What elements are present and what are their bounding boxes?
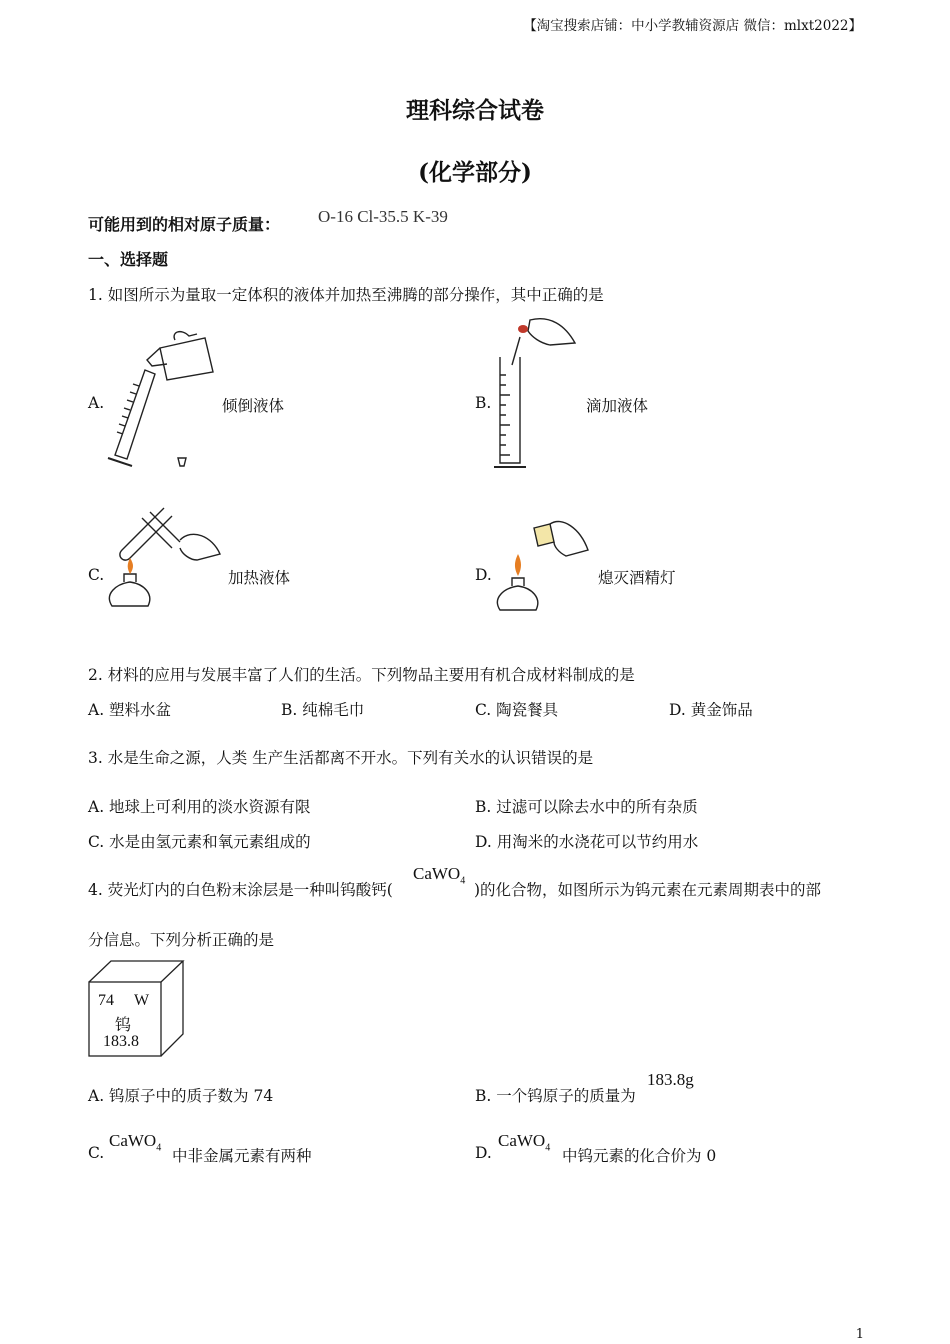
q3-option-a: A. 地球上可利用的淡水资源有限 bbox=[88, 798, 311, 816]
q1-option-c-caption: 加热液体 bbox=[228, 569, 291, 587]
q2-option-c: C. 陶瓷餐具 bbox=[475, 701, 559, 719]
q4-option-c-letter: C. bbox=[88, 1144, 105, 1162]
q1-option-c-letter: C. bbox=[88, 566, 105, 584]
pouring-liquid-illustration bbox=[105, 330, 220, 475]
q2-option-d: D. 黄金饰品 bbox=[669, 701, 753, 719]
section-heading: 一、选择题 bbox=[88, 250, 169, 269]
q4-formula: CaWO$_4$ bbox=[413, 864, 466, 887]
q1-stem: 1. 如图所示为量取一定体积的液体并加热至沸腾的部分操作，其中正确的是 bbox=[88, 286, 604, 304]
element-atomic-mass: 183.8 bbox=[103, 1033, 139, 1050]
element-symbol: W bbox=[134, 992, 150, 1009]
atomic-mass-values: O-16 Cl-35.5 K-39 bbox=[318, 207, 448, 226]
q4-option-b-text: B. 一个钨原子的质量为 bbox=[475, 1087, 636, 1105]
q4-option-d-text: 中钨元素的化合价为 0 bbox=[562, 1147, 717, 1165]
q1-option-b-caption: 滴加液体 bbox=[586, 397, 649, 415]
q2-option-b: B. 纯棉毛巾 bbox=[281, 701, 365, 719]
q4-stem-part2: )的化合物，如图所示为钨元素在元素周期表中的部 bbox=[474, 881, 822, 899]
heating-liquid-illustration bbox=[102, 498, 227, 623]
q1-option-d-caption: 熄灭酒精灯 bbox=[598, 569, 676, 587]
q4-stem-part1: 4. 荧光灯内的白色粉末涂层是一种叫钨酸钙( bbox=[88, 881, 393, 899]
extinguish-lamp-illustration bbox=[492, 510, 592, 625]
q3-stem: 3. 水是生命之源，人类 生产生活都离不开水。下列有关水的认识错误的是 bbox=[88, 749, 594, 767]
q3-option-c: C. 水是由氢元素和氧元素组成的 bbox=[88, 833, 311, 851]
q4-option-d-formula: CaWO$_4$ bbox=[498, 1131, 551, 1154]
q2-stem: 2. 材料的应用与发展丰富了人们的生活。下列物品主要用有机合成材料制成的是 bbox=[88, 666, 635, 684]
page-number: 1 bbox=[855, 1327, 864, 1342]
q4-option-c-formula: CaWO$_4$ bbox=[109, 1131, 162, 1154]
atomic-mass-label: 可能用到的相对原子质量： bbox=[88, 215, 281, 234]
page-subtitle: (化学部分) bbox=[418, 159, 532, 186]
dropper-illustration bbox=[490, 315, 580, 475]
element-name: 钨 bbox=[115, 1015, 132, 1034]
q4-stem-line2: 分信息。下列分析正确的是 bbox=[88, 931, 275, 949]
header-note: 【淘宝搜索店铺：中小学教辅资源店 微信：mlxt2022】 bbox=[523, 18, 862, 34]
q2-option-a: A. 塑料水盆 bbox=[88, 701, 172, 719]
q4-option-c-text: 中非金属元素有两种 bbox=[172, 1147, 312, 1165]
q3-option-d: D. 用淘米的水浇花可以节约用水 bbox=[475, 833, 699, 851]
q4-option-d-letter: D. bbox=[475, 1144, 492, 1162]
q1-option-a-caption: 倾倒液体 bbox=[222, 397, 285, 415]
q1-option-b-letter: B. bbox=[475, 394, 492, 412]
page-title: 理科综合试卷 bbox=[406, 97, 544, 124]
q3-option-b: B. 过滤可以除去水中的所有杂质 bbox=[475, 798, 698, 816]
q1-option-d-letter: D. bbox=[475, 566, 492, 584]
q1-option-a-letter: A. bbox=[88, 394, 105, 412]
element-atomic-number: 74 bbox=[98, 992, 114, 1009]
q4-option-a: A. 钨原子中的质子数为 74 bbox=[88, 1087, 274, 1105]
q4-option-b-value: 183.8g bbox=[647, 1070, 694, 1089]
